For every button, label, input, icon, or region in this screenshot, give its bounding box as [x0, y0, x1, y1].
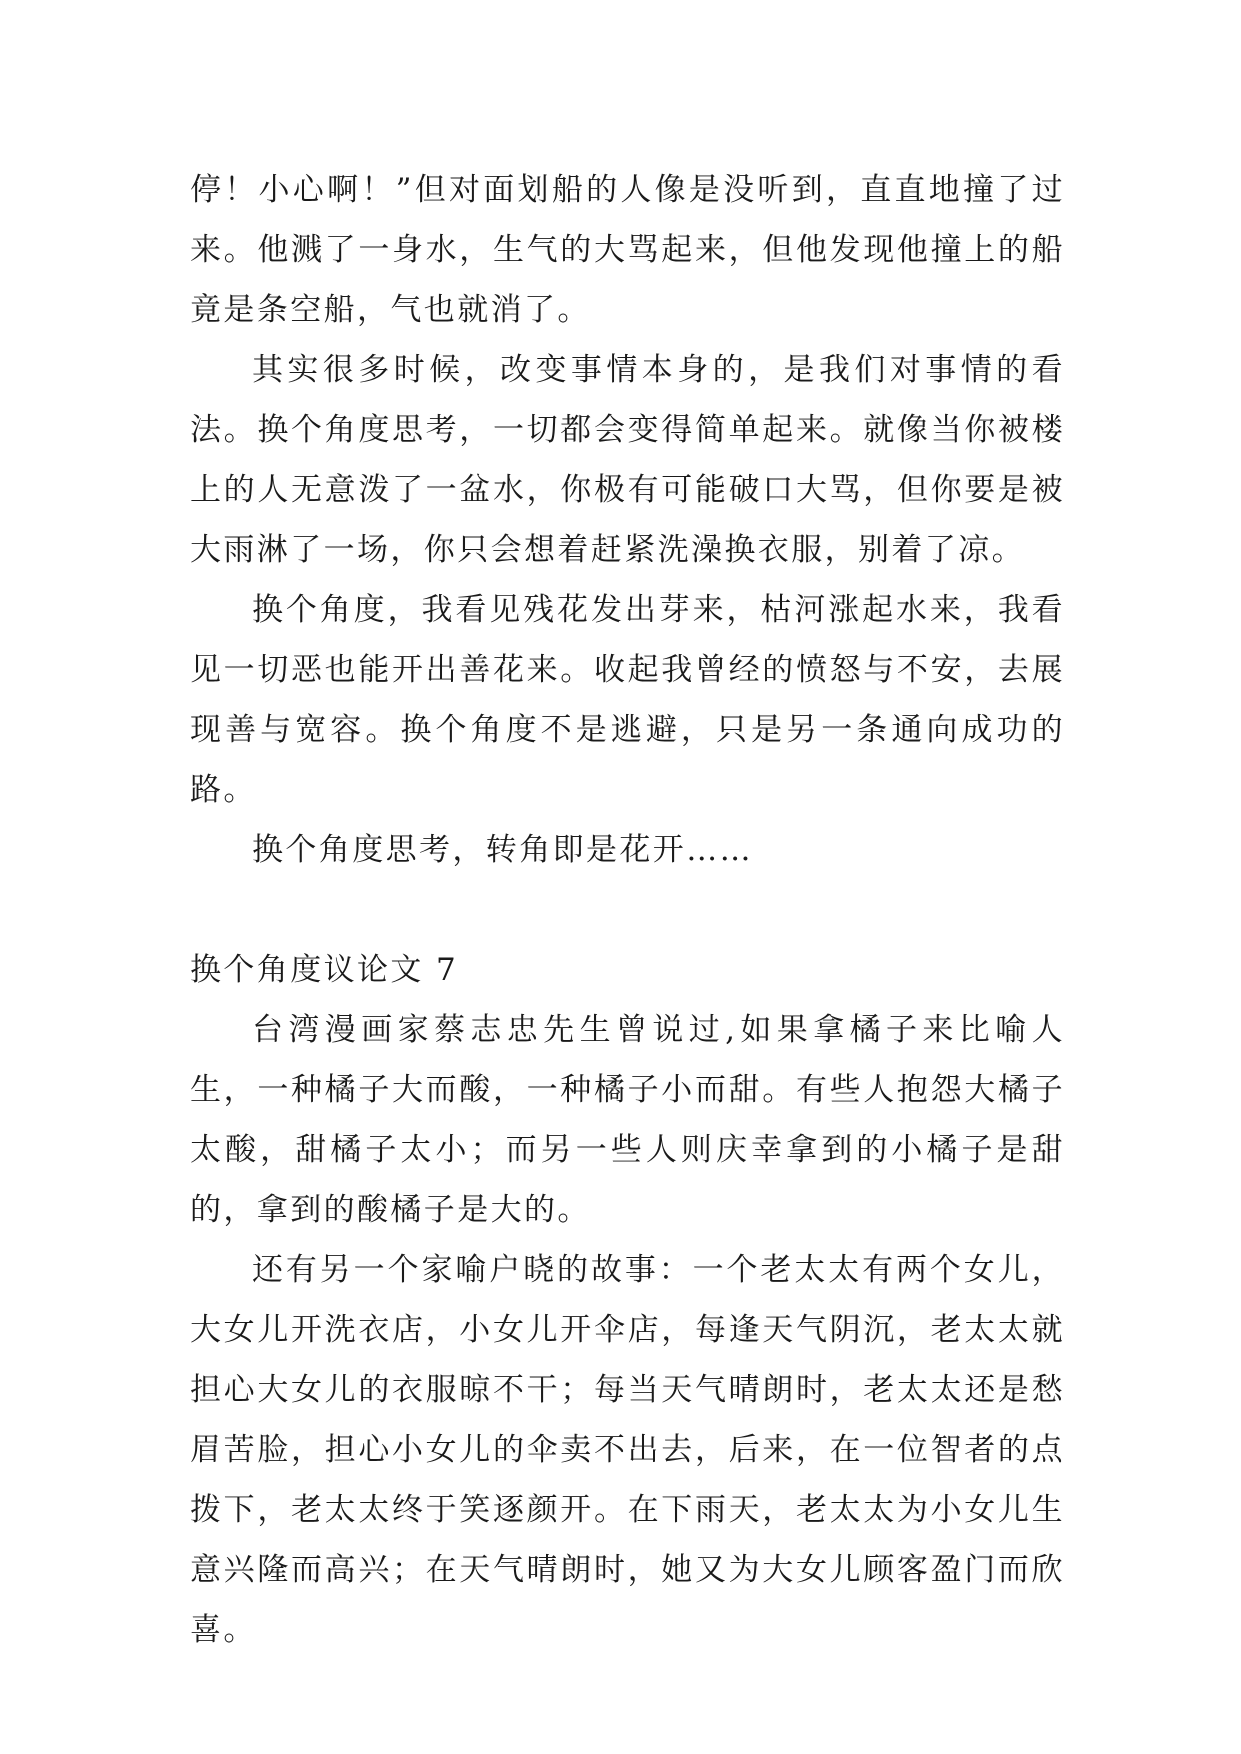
section-title: 换个角度议论文 7 [190, 952, 459, 988]
paragraph: 台湾漫画家蔡志忠先生曾说过,如果拿橘子来比喻人生，一种橘子大而酸，一种橘子小而甜。有些人抱怨大橘子太酸，甜橘子太小；而另一些人则庆幸拿到的小橘子是甜的，拿到的酸橘子是大的。 [190, 1012, 1065, 1228]
paragraph: 换个角度思考，转角即是花开…… [252, 832, 753, 868]
document-body [190, 160, 1065, 1660]
paragraph-continued: 停！小心啊！”但对面划船的人像是没听到，直直地撞了过来。他溅了一身水，生气的大骂起来，但他发现他撞上的船竟是条空船，气也就消了。 [190, 172, 1065, 328]
paragraph: 还有另一个家喻户晓的故事：一个老太太有两个女儿，大女儿开洗衣店，小女儿开伞店，每逢天气阴沉，老太太就担心大女儿的衣服晾不干；每当天气晴朗时，老太太还是愁眉苦脸，担心小女儿的伞卖不出去，后来，在一位智者的点拨下，老太太终于笑逐颜开。在下雨天，老太太为小女儿生意兴隆而高兴；在天气晴朗时，她又为大女儿顾客盈门而欣喜。 [190, 1252, 1065, 1648]
paragraph: 换个角度，我看见残花发出芽来，枯河涨起水来，我看见一切恶也能开出善花来。收起我曾经的愤怒与不安，去展现善与宽容。换个角度不是逃避，只是另一条通向成功的路。 [190, 592, 1065, 808]
paragraph: 其实很多时候，改变事情本身的，是我们对事情的看法。换个角度思考，一切都会变得简单起来。就像当你被楼上的人无意泼了一盆水，你极有可能破口大骂，但你要是被大雨淋了一场，你只会想着赶紧洗澡换衣服，别着了凉。 [190, 352, 1065, 568]
section-spacer [190, 880, 1065, 940]
